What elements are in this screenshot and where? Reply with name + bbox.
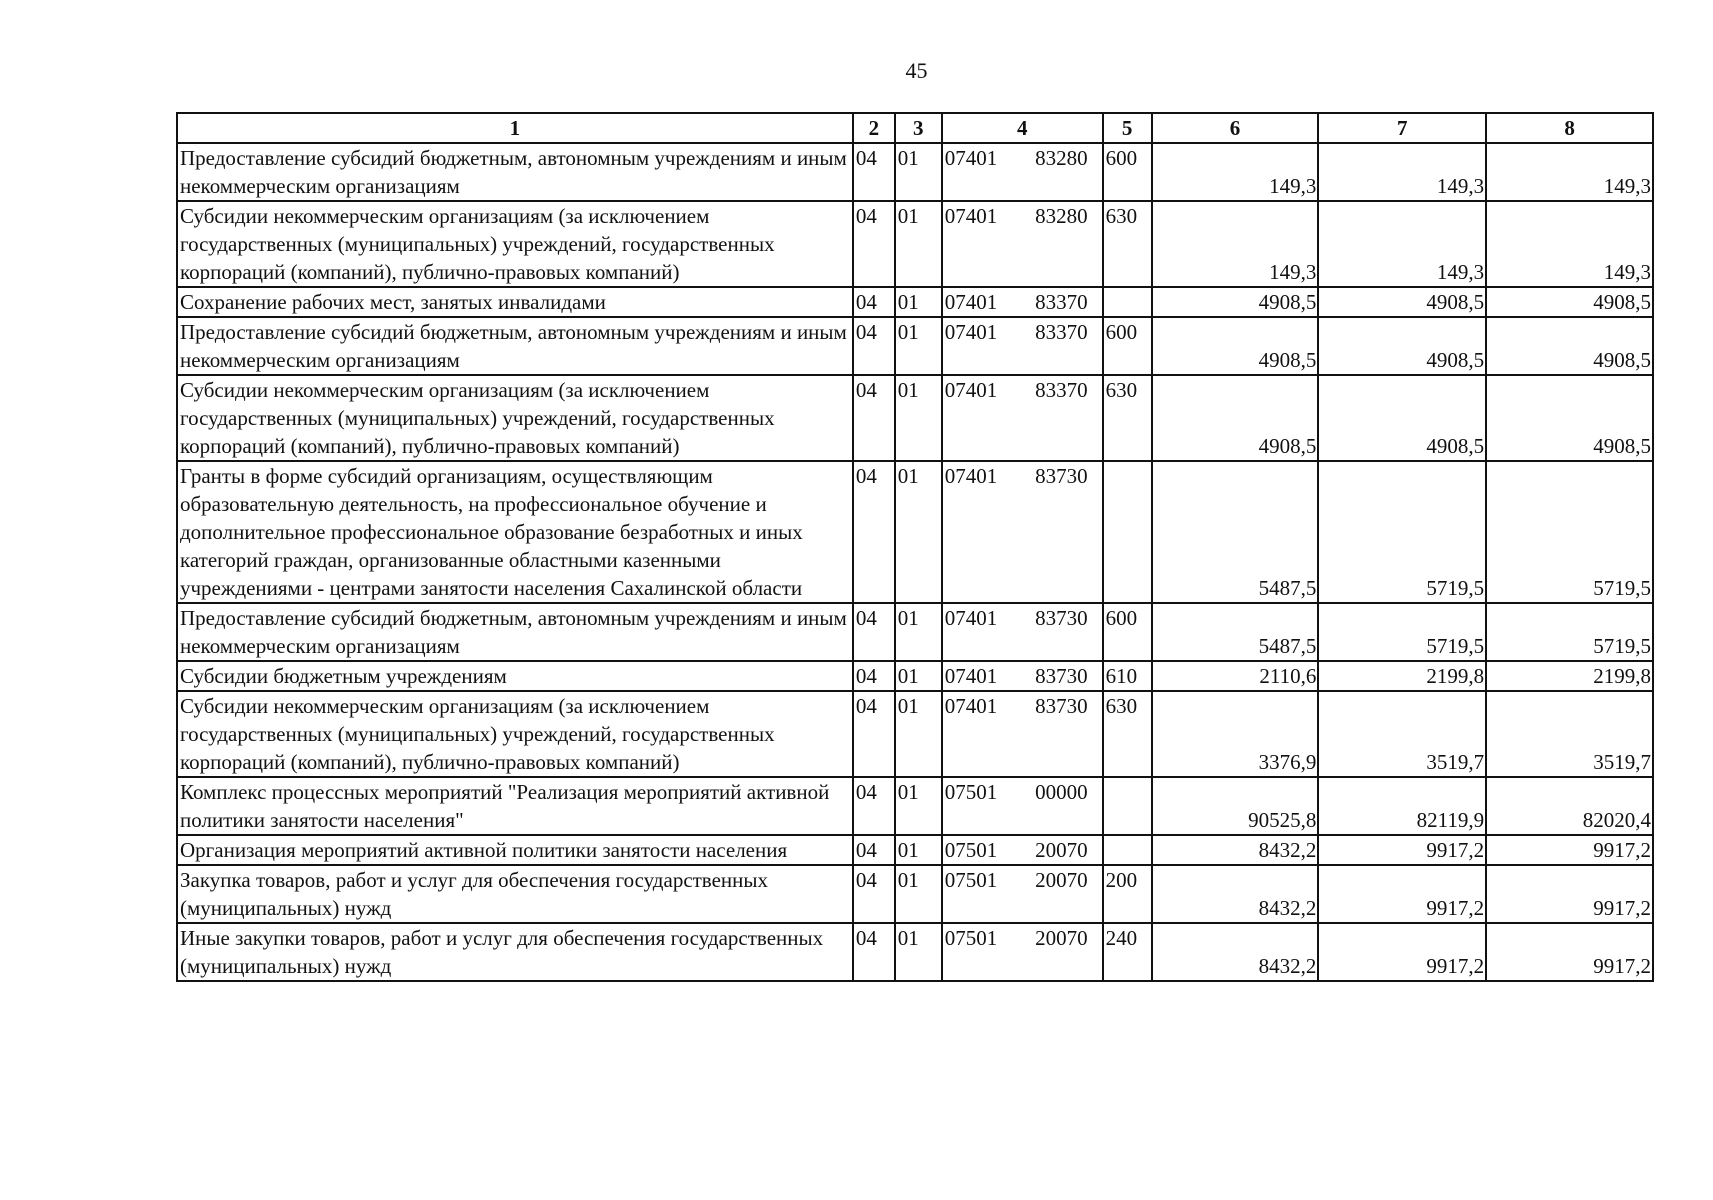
page-number: 45 bbox=[905, 58, 928, 83]
code-expense-type: 610 bbox=[1103, 661, 1152, 691]
amount-col-8: 3519,7 bbox=[1486, 691, 1653, 777]
code-subsection: 01 bbox=[895, 661, 942, 691]
code-subsection: 01 bbox=[895, 777, 942, 835]
code-subsection: 01 bbox=[895, 923, 942, 981]
code-subsection: 01 bbox=[895, 317, 942, 375]
table-row bbox=[177, 603, 1653, 661]
amount-col-6: 90525,8 bbox=[1152, 777, 1319, 835]
amount-col-6: 2110,6 bbox=[1152, 661, 1319, 691]
code-section: 04 bbox=[853, 661, 895, 691]
code-program: 07401 bbox=[942, 603, 1017, 661]
row-name: Субсидии некоммерческим организациям (за исключением государственных (муниципальных) учреждений, государственных корпораций (компаний), публично-правовых компаний) bbox=[177, 375, 853, 461]
table-row bbox=[177, 777, 1653, 835]
amount-col-7: 9917,2 bbox=[1318, 923, 1486, 981]
code-direction: 83730 bbox=[1017, 603, 1103, 661]
row-name: Сохранение рабочих мест, занятых инвалидами bbox=[177, 287, 853, 317]
header-row bbox=[177, 113, 1653, 143]
code-direction: 83280 bbox=[1017, 143, 1103, 201]
code-program: 07401 bbox=[942, 201, 1017, 287]
amount-col-7: 4908,5 bbox=[1318, 287, 1486, 317]
code-direction: 20070 bbox=[1017, 835, 1103, 865]
code-section: 04 bbox=[853, 375, 895, 461]
code-subsection: 01 bbox=[895, 461, 942, 603]
table-row bbox=[177, 461, 1653, 603]
table-row bbox=[177, 835, 1653, 865]
code-expense-type bbox=[1103, 287, 1152, 317]
row-name: Гранты в форме субсидий организациям, осуществляющим образовательную деятельность, на профессиональное обучение и дополнительное профессиональное образование безработных и иных категорий граждан, организованные областными казенными учреждениями - центрами занятости населения Сахалинской области bbox=[177, 461, 853, 603]
code-subsection: 01 bbox=[895, 603, 942, 661]
code-expense-type bbox=[1103, 461, 1152, 603]
amount-col-7: 5719,5 bbox=[1318, 603, 1486, 661]
amount-col-8: 9917,2 bbox=[1486, 865, 1653, 923]
code-program: 07401 bbox=[942, 143, 1017, 201]
code-program: 07401 bbox=[942, 287, 1017, 317]
code-expense-type: 630 bbox=[1103, 201, 1152, 287]
code-expense-type: 630 bbox=[1103, 691, 1152, 777]
code-section: 04 bbox=[853, 923, 895, 981]
code-subsection: 01 bbox=[895, 287, 942, 317]
row-name: Организация мероприятий активной политики занятости населения bbox=[177, 835, 853, 865]
amount-col-7: 3519,7 bbox=[1318, 691, 1486, 777]
amount-col-8: 5719,5 bbox=[1486, 603, 1653, 661]
amount-col-6: 4908,5 bbox=[1152, 287, 1319, 317]
header-col-7: 7 bbox=[1318, 113, 1486, 143]
row-name: Иные закупки товаров, работ и услуг для обеспечения государственных (муниципальных) нужд bbox=[177, 923, 853, 981]
code-section: 04 bbox=[853, 461, 895, 603]
amount-col-6: 149,3 bbox=[1152, 143, 1319, 201]
amount-col-8: 9917,2 bbox=[1486, 923, 1653, 981]
code-section: 04 bbox=[853, 777, 895, 835]
code-program: 07401 bbox=[942, 691, 1017, 777]
table-row bbox=[177, 865, 1653, 923]
amount-col-7: 4908,5 bbox=[1318, 317, 1486, 375]
amount-col-6: 8432,2 bbox=[1152, 835, 1319, 865]
row-name: Предоставление субсидий бюджетным, автономным учреждениям и иным некоммерческим организациям bbox=[177, 317, 853, 375]
row-name: Комплекс процессных мероприятий "Реализация мероприятий активной политики занятости населения" bbox=[177, 777, 853, 835]
amount-col-8: 2199,8 bbox=[1486, 661, 1653, 691]
table-row bbox=[177, 661, 1653, 691]
code-section: 04 bbox=[853, 317, 895, 375]
code-section: 04 bbox=[853, 835, 895, 865]
amount-col-7: 5719,5 bbox=[1318, 461, 1486, 603]
amount-col-8: 82020,4 bbox=[1486, 777, 1653, 835]
code-program: 07401 bbox=[942, 461, 1017, 603]
code-expense-type: 200 bbox=[1103, 865, 1152, 923]
row-name: Закупка товаров, работ и услуг для обеспечения государственных (муниципальных) нужд bbox=[177, 865, 853, 923]
code-direction: 83730 bbox=[1017, 661, 1103, 691]
table-row bbox=[177, 375, 1653, 461]
row-name: Предоставление субсидий бюджетным, автономным учреждениям и иным некоммерческим организациям bbox=[177, 143, 853, 201]
code-direction: 83730 bbox=[1017, 691, 1103, 777]
code-subsection: 01 bbox=[895, 835, 942, 865]
amount-col-8: 4908,5 bbox=[1486, 317, 1653, 375]
amount-col-6: 8432,2 bbox=[1152, 865, 1319, 923]
code-expense-type: 600 bbox=[1103, 143, 1152, 201]
table-row bbox=[177, 287, 1653, 317]
amount-col-6: 5487,5 bbox=[1152, 461, 1319, 603]
code-section: 04 bbox=[853, 691, 895, 777]
row-name: Предоставление субсидий бюджетным, автономным учреждениям и иным некоммерческим организациям bbox=[177, 603, 853, 661]
code-expense-type bbox=[1103, 777, 1152, 835]
header-col-1: 1 bbox=[177, 113, 853, 143]
amount-col-6: 5487,5 bbox=[1152, 603, 1319, 661]
code-section: 04 bbox=[853, 865, 895, 923]
amount-col-8: 9917,2 bbox=[1486, 835, 1653, 865]
amount-col-8: 4908,5 bbox=[1486, 375, 1653, 461]
code-program: 07501 bbox=[942, 865, 1017, 923]
code-program: 07501 bbox=[942, 835, 1017, 865]
code-direction: 83370 bbox=[1017, 375, 1103, 461]
code-expense-type bbox=[1103, 835, 1152, 865]
amount-col-7: 82119,9 bbox=[1318, 777, 1486, 835]
code-subsection: 01 bbox=[895, 201, 942, 287]
code-program: 07501 bbox=[942, 777, 1017, 835]
code-direction: 83370 bbox=[1017, 317, 1103, 375]
row-name: Субсидии некоммерческим организациям (за исключением государственных (муниципальных) учреждений, государственных корпораций (компаний), публично-правовых компаний) bbox=[177, 691, 853, 777]
code-section: 04 bbox=[853, 603, 895, 661]
amount-col-8: 149,3 bbox=[1486, 143, 1653, 201]
code-direction: 00000 bbox=[1017, 777, 1103, 835]
code-program: 07401 bbox=[942, 375, 1017, 461]
amount-col-6: 4908,5 bbox=[1152, 375, 1319, 461]
code-expense-type: 240 bbox=[1103, 923, 1152, 981]
budget-table bbox=[176, 112, 1654, 982]
amount-col-7: 149,3 bbox=[1318, 201, 1486, 287]
code-subsection: 01 bbox=[895, 865, 942, 923]
amount-col-7: 4908,5 bbox=[1318, 375, 1486, 461]
header-col-4: 4 bbox=[942, 113, 1103, 143]
code-direction: 83730 bbox=[1017, 461, 1103, 603]
header-col-3: 3 bbox=[895, 113, 942, 143]
table-row bbox=[177, 923, 1653, 981]
table-row bbox=[177, 201, 1653, 287]
amount-col-8: 5719,5 bbox=[1486, 461, 1653, 603]
code-subsection: 01 bbox=[895, 143, 942, 201]
row-name: Субсидии некоммерческим организациям (за исключением государственных (муниципальных) учреждений, государственных корпораций (компаний), публично-правовых компаний) bbox=[177, 201, 853, 287]
code-section: 04 bbox=[853, 143, 895, 201]
table-row bbox=[177, 691, 1653, 777]
amount-col-6: 4908,5 bbox=[1152, 317, 1319, 375]
code-subsection: 01 bbox=[895, 375, 942, 461]
amount-col-6: 149,3 bbox=[1152, 201, 1319, 287]
table-row bbox=[177, 317, 1653, 375]
code-direction: 83280 bbox=[1017, 201, 1103, 287]
code-section: 04 bbox=[853, 201, 895, 287]
amount-col-6: 3376,9 bbox=[1152, 691, 1319, 777]
amount-col-7: 9917,2 bbox=[1318, 835, 1486, 865]
code-expense-type: 600 bbox=[1103, 603, 1152, 661]
amount-col-6: 8432,2 bbox=[1152, 923, 1319, 981]
code-program: 07501 bbox=[942, 923, 1017, 981]
code-direction: 20070 bbox=[1017, 923, 1103, 981]
code-direction: 83370 bbox=[1017, 287, 1103, 317]
row-name: Субсидии бюджетным учреждениям bbox=[177, 661, 853, 691]
code-program: 07401 bbox=[942, 317, 1017, 375]
amount-col-8: 149,3 bbox=[1486, 201, 1653, 287]
header-col-6: 6 bbox=[1152, 113, 1319, 143]
code-program: 07401 bbox=[942, 661, 1017, 691]
code-expense-type: 630 bbox=[1103, 375, 1152, 461]
amount-col-7: 9917,2 bbox=[1318, 865, 1486, 923]
header-col-2: 2 bbox=[853, 113, 895, 143]
amount-col-7: 149,3 bbox=[1318, 143, 1486, 201]
amount-col-7: 2199,8 bbox=[1318, 661, 1486, 691]
header-col-5: 5 bbox=[1103, 113, 1152, 143]
code-section: 04 bbox=[853, 287, 895, 317]
table-row bbox=[177, 143, 1653, 201]
code-subsection: 01 bbox=[895, 691, 942, 777]
code-expense-type: 600 bbox=[1103, 317, 1152, 375]
table-body bbox=[177, 143, 1653, 981]
code-direction: 20070 bbox=[1017, 865, 1103, 923]
amount-col-8: 4908,5 bbox=[1486, 287, 1653, 317]
header-col-8: 8 bbox=[1486, 113, 1653, 143]
